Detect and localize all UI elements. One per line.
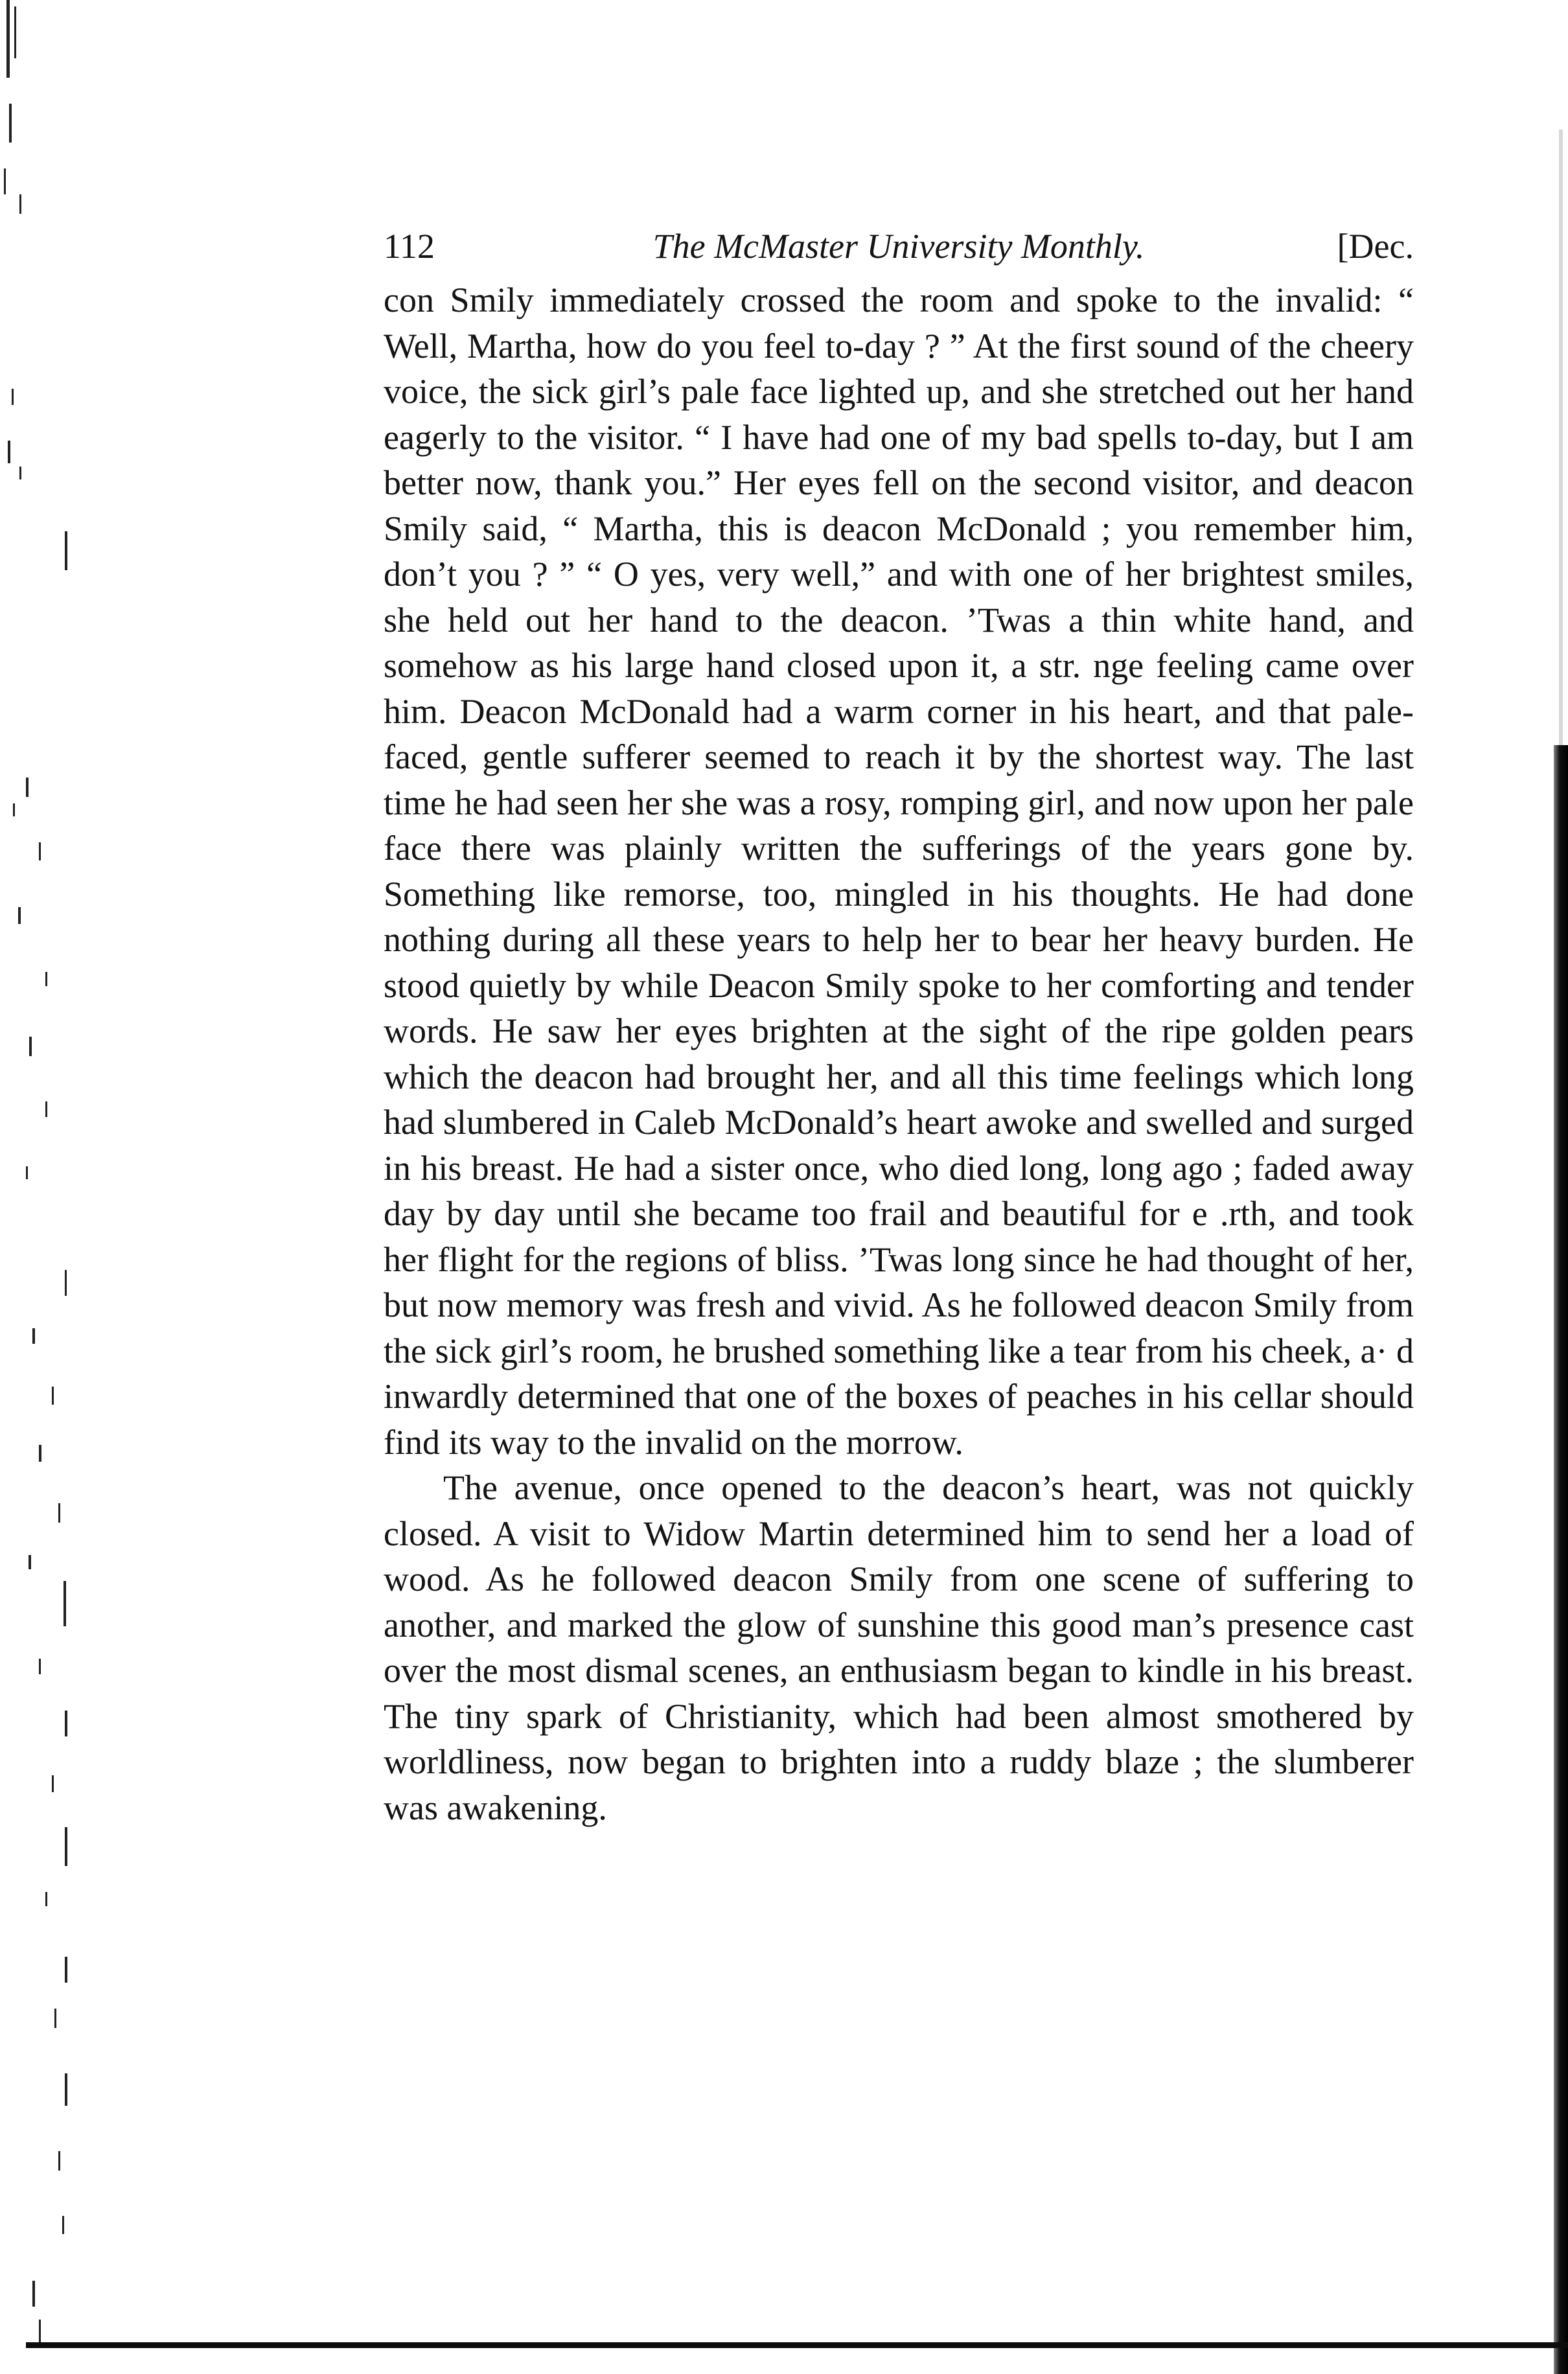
running-header	[384, 220, 1414, 272]
scan-edge-noise	[0, 0, 78, 2374]
binding-shadow	[1554, 745, 1568, 2374]
journal-title: The McMaster University Monthly.	[652, 227, 1145, 266]
paragraph-continued: con Smily immediately crossed the room and spoke to the invalid: “ Well, Martha, how do you feel to-day ? ” At the first sound of the cheery voice, the sick girl’s pale face lighted up, and she stretched out her hand eagerly to the visitor. “ I have had one of my bad spells to-day, but I am better now, thank you.” Her eyes fell on the second visitor, and deacon Smily said, “ Martha, this is deacon McDonald ; you remember him, don’t you ? ” “ O yes, very well,” and with one of her brightest smiles, she held out her hand to the deacon. ’Twas a thin white hand, and somehow as his large hand closed upon it, a str. nge feeling came over him. Deacon McDonald had a warm corner in his heart, and that pale-faced, gentle sufferer seemed to reach it by the shortest way. The last time he had seen her she was a rosy, romping girl, and now upon her pale face there was plainly written the sufferings of the years gone by. Something like remorse, too, mingled in his thoughts. He had done nothing during all these years to help her to bear her heavy burden. He stood quietly by while Deacon Smily spoke to her comforting and tender words. He saw her eyes brighten at the sight of the ripe golden pears which the deacon had brought her, and all this time feelings which long had slumbered in Caleb McDonald’s heart awoke and swelled and surged in his breast. He had a sister once, who died long, long ago ; faded away day by day until she became too frail and beautiful for e .rth, and took her flight for the regions of bliss. ’Twas long since he had thought of her, but now memory was fresh and vivid. As he followed deacon Smily from the sick girl’s room, he brushed something like a tear from his cheek, a· d inwardly determined that one of the boxes of peaches in his cellar should find its way to the invalid on the morrow.	[384, 281, 1414, 1462]
issue-month: [Dec.	[1337, 227, 1414, 266]
article-body	[384, 277, 1414, 1830]
paragraph: The avenue, once opened to the deacon’s heart, was not quickly closed. A visit to Widow Martin determined him to send her a load of wood. As he followed deacon Smily from one scene of suffering to another, and marked the glow of sunshine this good man’s presence cast over the most dismal scenes, an enthusiasm began to kindle in his breast. The tiny spark of Christianity, which had been almost smothered by worldliness, now began to brighten into a ruddy blaze ; the slumberer was awakening.	[384, 1468, 1414, 1827]
page-bottom-edge	[26, 2342, 1568, 2348]
page-number: 112	[384, 227, 435, 266]
binding-edge-light	[1559, 130, 1563, 745]
